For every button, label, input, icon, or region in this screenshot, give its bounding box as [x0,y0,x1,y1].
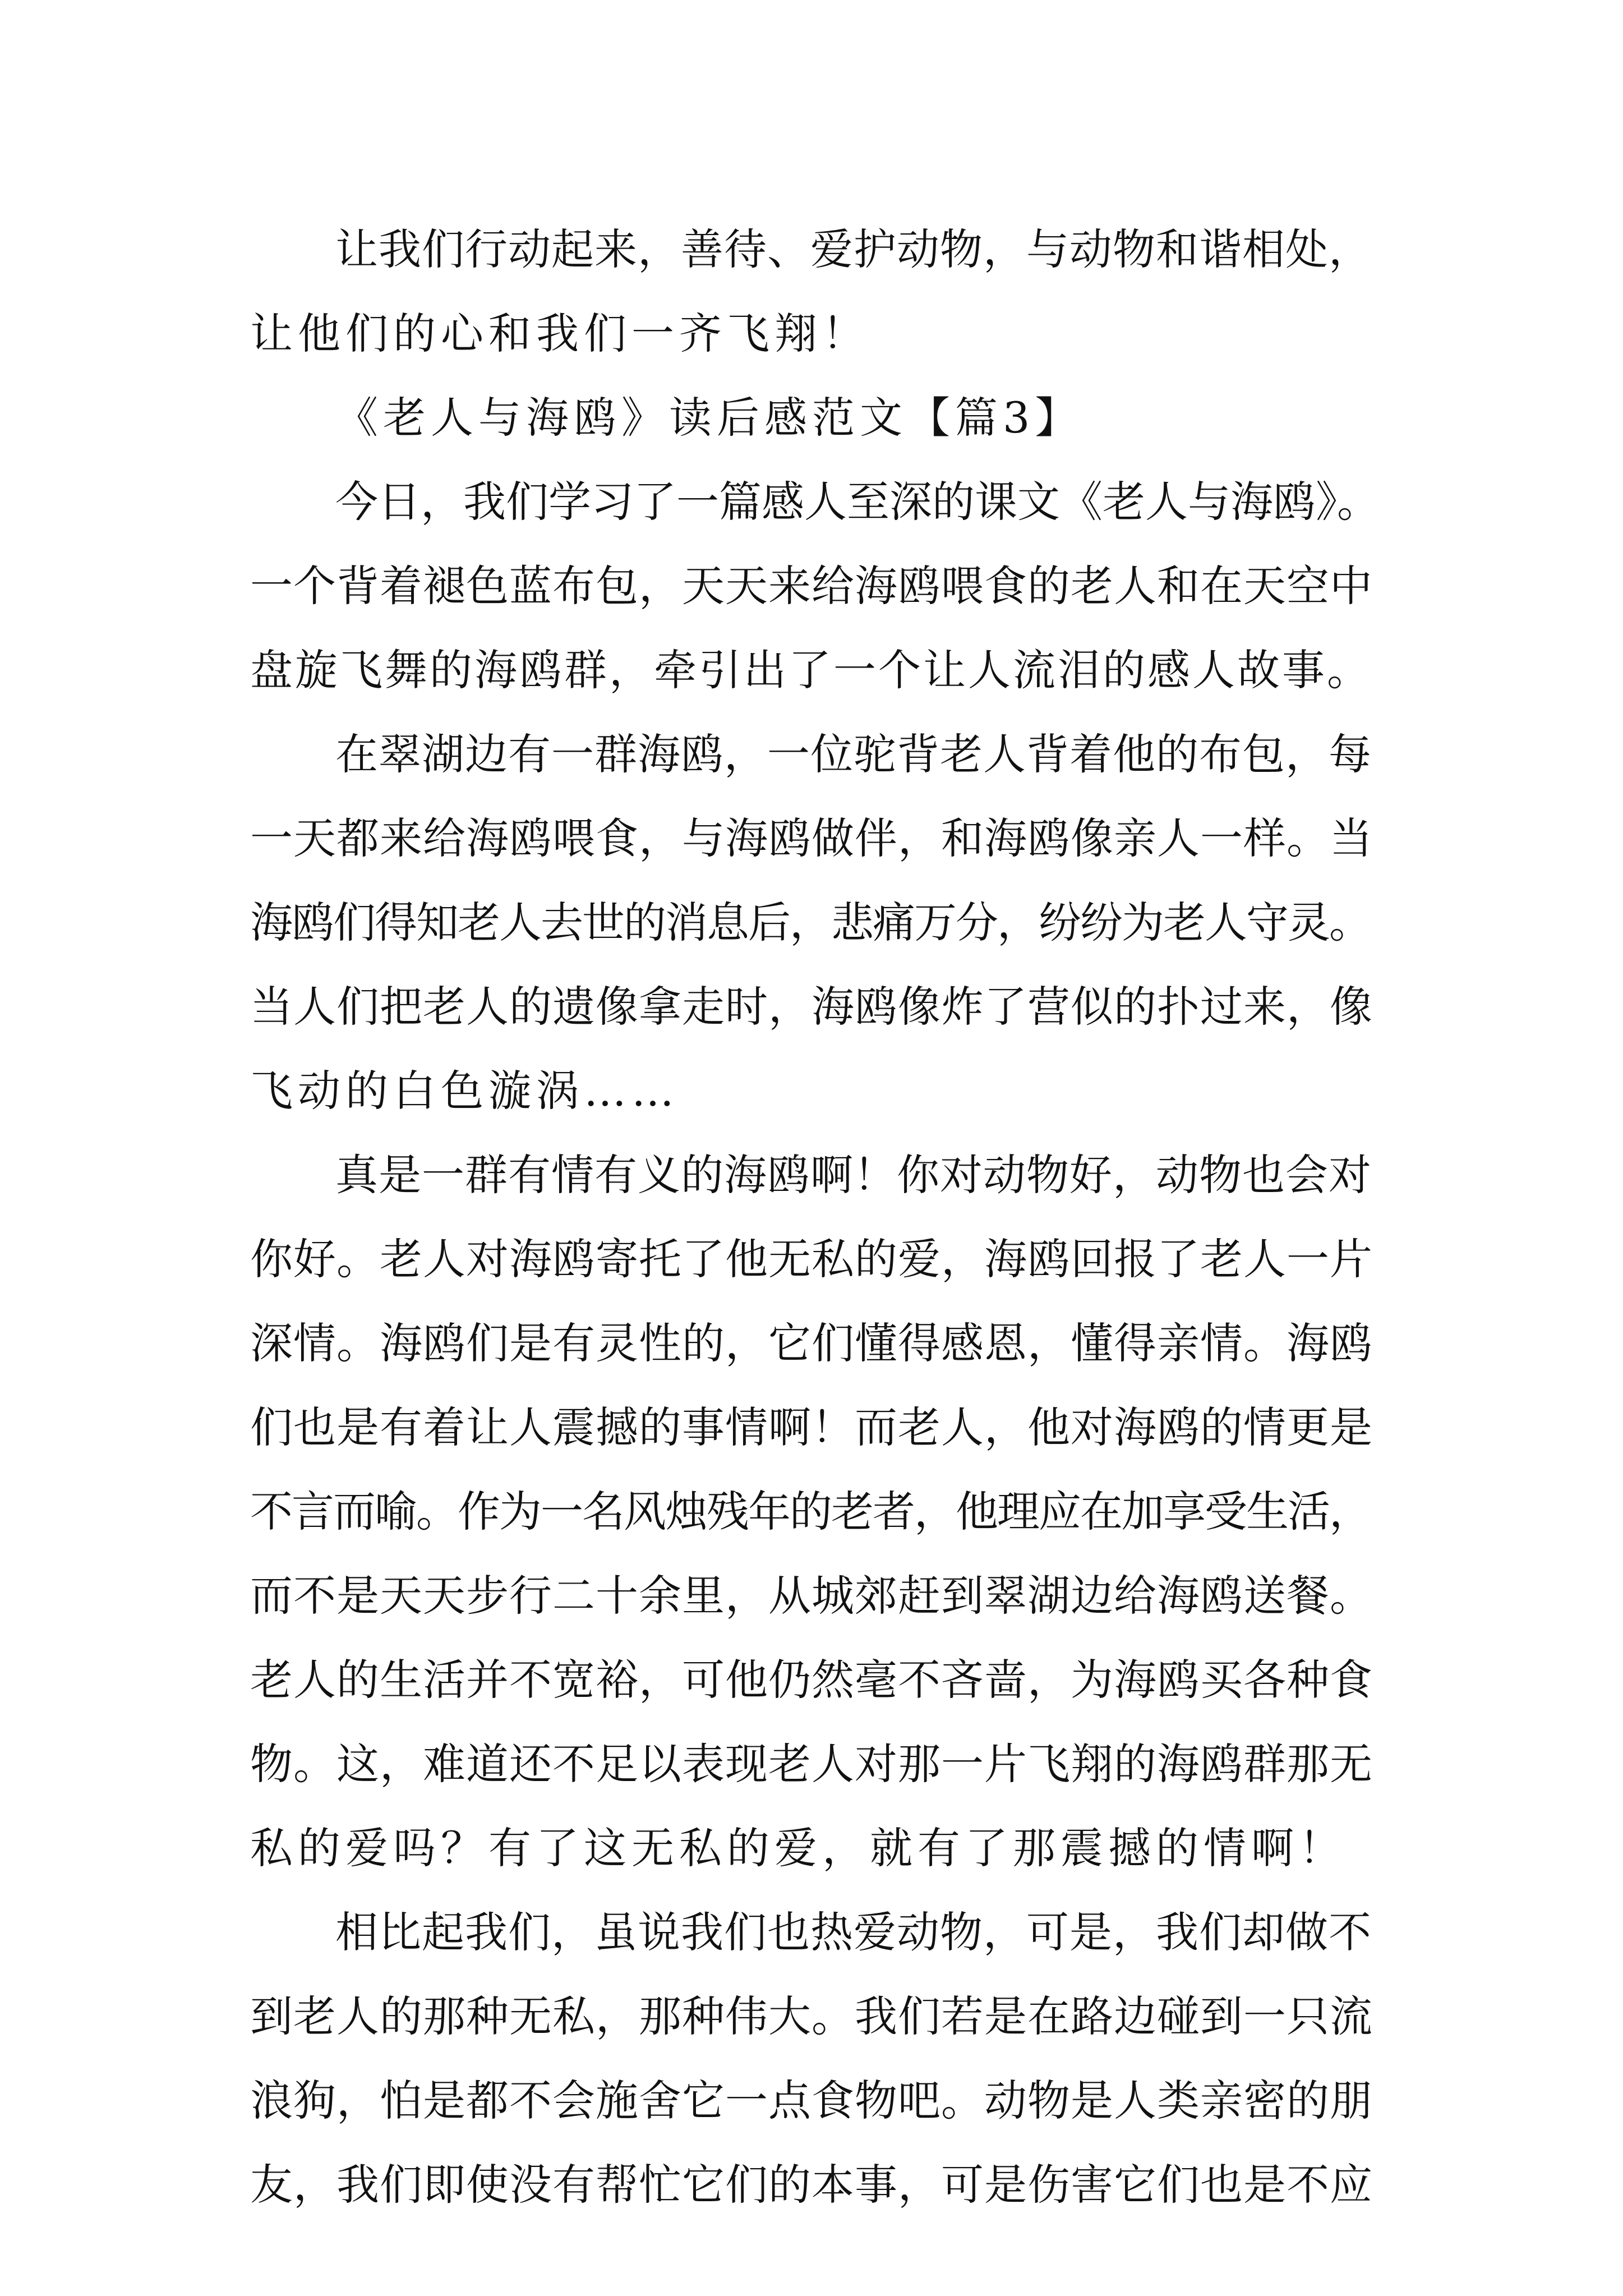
paragraph-story [250,712,1383,1133]
text-line: 一个背着褪色蓝布包，天天来给海鸥喂食的老人和在天空中 [250,561,1373,611]
text-line: 在翠湖边有一群海鸥，一位驼背老人背着他的布包，每 [335,729,1372,779]
text-line: 让他们的心和我们一齐飞翔！ [250,309,870,358]
text-line: 浪狗，怕是都不会施舍它一点食物吧。动物是人类亲密的朋 [250,2076,1373,2125]
text-line: 当人们把老人的遗像拿走时，海鸥像炸了营似的扑过来，像 [250,982,1373,1032]
text-line: 而不是天天步行二十余里，从城郊赶到翠湖边给海鸥送餐。 [250,1571,1373,1621]
paragraph-comparison [250,1890,1383,2227]
text-line: 不言而喻。作为一名风烛残年的老者，他理应在加享受生活， [250,1487,1371,1536]
text-line: 物。这，难道还不足以表现老人对那一片飞翔的海鸥群那无 [250,1739,1373,1789]
section-heading [250,376,1383,460]
text-line: 盘旋飞舞的海鸥群，牵引出了一个让人流泪的感人故事。 [250,645,1372,695]
text-line: 你好。老人对海鸥寄托了他无私的爱，海鸥回报了老人一片 [250,1234,1373,1284]
text-line: 飞动的白色漩涡…… [250,1066,679,1116]
text-line: 深情。海鸥们是有灵性的，它们懂得感恩，懂得亲情。海鸥 [250,1318,1373,1368]
document-body [250,208,1383,2227]
text-line: 一天都来给海鸥喂食，与海鸥做伴，和海鸥像亲人一样。当 [250,813,1373,863]
text-line: 到老人的那种无私，那种伟大。我们若是在路边碰到一只流 [250,1991,1373,2041]
text-line: 让我们行动起来，善待、爱护动物，与动物和谐相处， [335,224,1372,274]
paragraph-reflection [250,1133,1383,1890]
text-line: 海鸥们得知老人去世的消息后，悲痛万分，纷纷为老人守灵。 [250,898,1371,947]
text-line: 老人的生活并不宽裕，可他仍然毫不吝啬，为海鸥买各种食 [250,1655,1373,1705]
heading-text: 《老人与海鸥》读后感范文【篇3】 [335,393,1083,443]
text-line: 今日，我们学习了一篇感人至深的课文《老人与海鸥》。 [335,477,1380,527]
text-line: 们也是有着让人震撼的事情啊！而老人，他对海鸥的情更是 [250,1402,1373,1452]
text-line: 真是一群有情有义的海鸥啊！你对动物好，动物也会对 [335,1150,1372,1200]
paragraph-intro [250,460,1383,712]
text-line: 友，我们即使没有帮忙它们的本事，可是伤害它们也是不应 [250,2160,1373,2210]
text-line: 私的爱吗？有了这无私的爱，就有了那震撼的情啊！ [250,1823,1347,1873]
paragraph-closing [250,208,1383,376]
text-line: 相比起我们，虽说我们也热爱动物，可是，我们却做不 [335,1907,1372,1957]
